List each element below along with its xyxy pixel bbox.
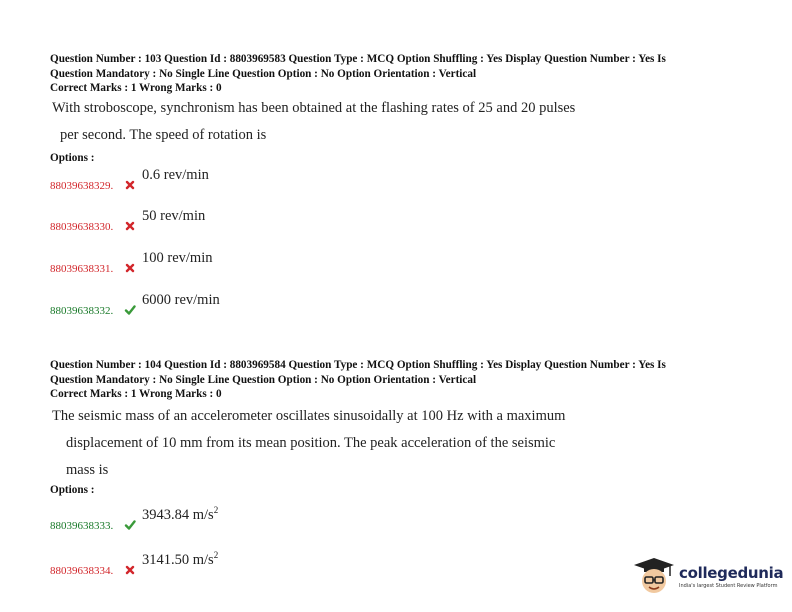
option-row [50, 208, 206, 233]
cross-icon [124, 220, 136, 232]
question-text-line: per second. The speed of rotation is [60, 127, 267, 143]
question-text-line: mass is [66, 462, 109, 478]
question-marks: Correct Marks : 1 Wrong Marks : 0 [50, 388, 222, 400]
option-id: 88039638331. [50, 263, 114, 275]
question-meta-line2: Question Mandatory : No Single Line Question Option : No Option Orientation : Vertical [50, 373, 477, 386]
option-row [50, 250, 213, 275]
question-text-line: displacement of 10 mm from its mean position. The peak acceleration of the seismic [66, 435, 556, 451]
option-id: 88039638334. [50, 564, 114, 577]
option-row [50, 292, 220, 317]
collegedunia-logo [632, 556, 783, 596]
option-row [50, 167, 209, 192]
check-icon [124, 519, 136, 531]
graduate-mascot-icon [632, 556, 676, 596]
option-text: 3141.50 $m/s^2$ [142, 550, 219, 568]
question-text-line: With stroboscope, synchronism has been obtained at the flashing rates of 25 and 20 pulses [52, 100, 576, 116]
logo-name: collegedunia [679, 563, 784, 582]
question-meta-line1: Question Number : 104 Question Id : 8803969584 Question Type : MCQ Option Shuffling : Yes Display Question Number : Yes Is [50, 359, 666, 371]
logo-tagline: India's largest Student Review Platform [679, 582, 778, 589]
cross-icon [124, 262, 136, 274]
option-id: 88039638333. [50, 519, 114, 532]
option-id: 88039638330. [50, 221, 114, 233]
question-text-line: The seismic mass of an accelerometer oscillates sinusoidally at 100 Hz with a maximum [52, 408, 566, 424]
option-text: 0.6 rev/min [142, 167, 209, 183]
options-label: Options : [50, 484, 95, 496]
check-icon [124, 304, 136, 316]
question-103 [50, 52, 750, 96]
options-label: Options : [50, 152, 95, 164]
cross-icon [124, 179, 136, 191]
question-meta-line1: Question Number : 103 Question Id : 8803969583 Question Type : MCQ Option Shuffling : Yes Display Question Number : Yes Is [50, 53, 666, 65]
option-text: 3943.84 $m/s^2$ [142, 505, 219, 523]
option-id: 88039638332. [50, 305, 114, 317]
option-row [50, 505, 219, 532]
option-id: 88039638329. [50, 180, 114, 192]
question-meta-line2: Question Mandatory : No Single Line Question Option : No Option Orientation : Vertical [50, 67, 477, 80]
option-text: 50 rev/min [142, 208, 206, 224]
option-text: 100 rev/min [142, 250, 213, 266]
option-row [50, 550, 219, 577]
option-text: 6000 rev/min [142, 292, 220, 308]
question-104 [50, 358, 750, 402]
question-marks: Correct Marks : 1 Wrong Marks : 0 [50, 82, 222, 94]
cross-icon [124, 564, 136, 576]
